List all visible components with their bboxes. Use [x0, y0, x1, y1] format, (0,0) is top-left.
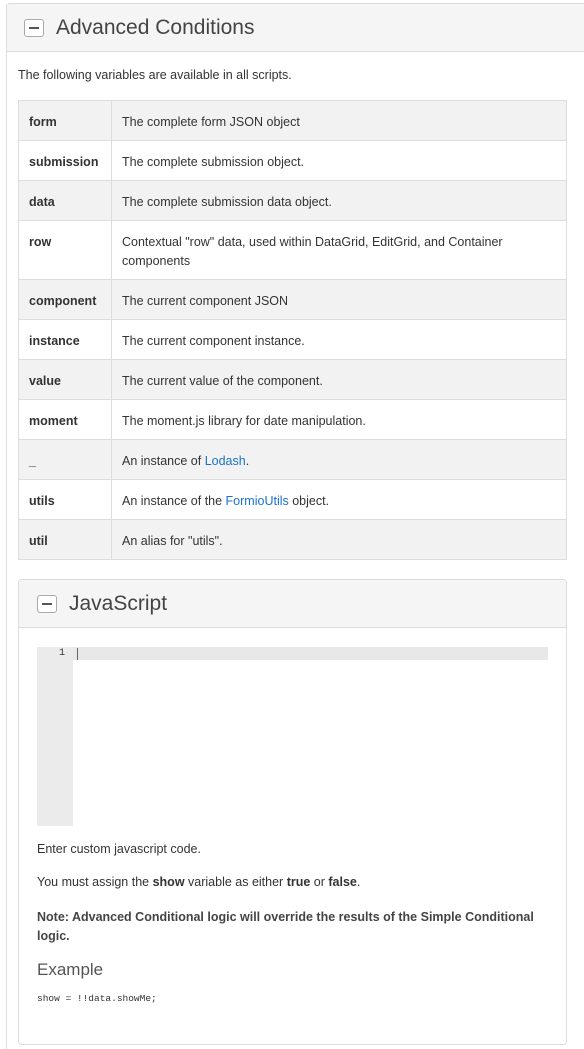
variable-desc: The moment.js library for date manipulation. — [112, 400, 567, 440]
variable-desc: The current value of the component. — [112, 360, 567, 400]
desc-text: An instance of — [122, 454, 205, 468]
minus-icon — [42, 603, 52, 605]
javascript-title: JavaScript — [69, 591, 168, 615]
minus-icon — [29, 27, 39, 29]
variable-key: instance — [19, 320, 112, 360]
override-note: Note: Advanced Conditional logic will override the results of the Simple Conditional logic. — [37, 910, 534, 943]
line-number: 1 — [58, 648, 65, 659]
variable-key: component — [19, 280, 112, 320]
variable-key: form — [19, 101, 112, 141]
variable-desc: The complete form JSON object — [112, 101, 567, 141]
variable-key: submission — [19, 141, 112, 181]
code-editor[interactable] — [37, 647, 548, 826]
assign-instructions — [37, 875, 360, 889]
formioutils-link[interactable]: FormioUtils — [225, 494, 289, 508]
text: or — [310, 875, 329, 889]
desc-text: . — [245, 454, 250, 468]
table-row — [19, 280, 567, 320]
variables-intro: The following variables are available in all scripts. — [18, 68, 292, 82]
example-code: show = !!data.showMe; — [37, 993, 157, 1004]
desc-text: An instance of the — [122, 494, 226, 508]
table-row — [19, 400, 567, 440]
advanced-conditions-header[interactable] — [7, 4, 584, 52]
table-row — [19, 181, 567, 221]
table-row — [19, 101, 567, 141]
variable-desc: The complete submission object. — [112, 141, 567, 181]
variable-desc: The complete submission data object. — [112, 181, 567, 221]
collapse-javascript-button[interactable] — [37, 595, 57, 613]
help-text: Enter custom javascript code. — [37, 842, 201, 856]
variable-desc: The current component JSON — [112, 280, 567, 320]
table-row — [19, 320, 567, 360]
example-heading: Example — [37, 960, 104, 979]
javascript-panel — [18, 579, 567, 1045]
variable-desc: Contextual "row" data, used within DataGrid, EditGrid, and Container components — [112, 221, 567, 280]
text: You must assign the — [37, 875, 153, 889]
variable-key: util — [19, 520, 112, 560]
bold-false: false — [328, 875, 357, 889]
table-row — [19, 360, 567, 400]
variable-key: data — [19, 181, 112, 221]
variable-desc: The current component instance. — [112, 320, 567, 360]
collapse-advanced-conditions-button[interactable] — [24, 19, 44, 37]
variable-key: row — [19, 221, 112, 280]
active-line — [73, 647, 548, 660]
table-row — [19, 221, 567, 280]
variable-key: _ — [19, 440, 112, 480]
lodash-link[interactable]: Lodash — [204, 454, 246, 468]
variable-desc — [112, 480, 567, 520]
text-cursor — [77, 648, 78, 660]
bold-show: show — [152, 875, 185, 889]
table-row — [19, 440, 567, 480]
advanced-conditions-title: Advanced Conditions — [56, 15, 255, 39]
table-row — [19, 141, 567, 181]
desc-text: object. — [288, 494, 330, 508]
editor-gutter — [37, 647, 73, 826]
table-row — [19, 520, 567, 560]
table-row — [19, 480, 567, 520]
bold-true: true — [286, 875, 311, 889]
text: variable as either — [184, 875, 287, 889]
variable-key: utils — [19, 480, 112, 520]
variable-key: moment — [19, 400, 112, 440]
variable-key: value — [19, 360, 112, 400]
variables-table — [18, 100, 567, 560]
javascript-header[interactable] — [19, 580, 566, 628]
variable-desc: An alias for "utils". — [112, 520, 567, 560]
text: . — [356, 875, 361, 889]
variable-desc — [112, 440, 567, 480]
